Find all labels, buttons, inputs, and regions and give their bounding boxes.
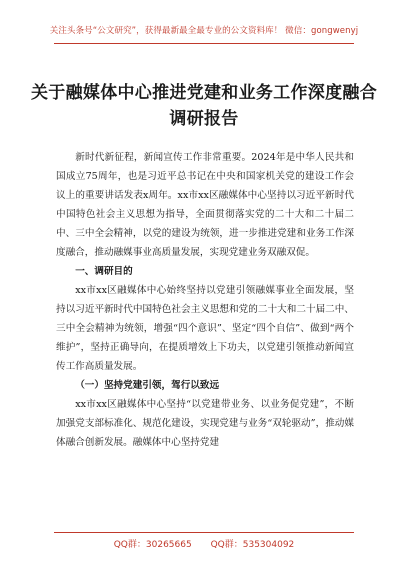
document-body — [56, 148, 354, 452]
subsection-heading: （一）坚持党建引领，驾行以致远 — [75, 380, 220, 391]
document-title: 关于融媒体中心推进党建和业务工作深度融合调研报告 — [31, 83, 377, 129]
footer-qq-group-2: QQ群：535304092 — [210, 540, 295, 550]
subsection-paragraph: xx市xx区融媒体中心坚持“以党建带业务、以业务促党建”，不断加强党支部标准化、规范化建设，实现党建与业务“双轮驱动”，推动媒体融合创新发展。融媒体中心坚持党建 — [56, 399, 354, 448]
section-heading: 一、调研目的 — [75, 266, 133, 277]
footer-divider — [54, 532, 354, 533]
footer-qq-group-1: QQ群：30265665 — [113, 540, 192, 550]
footer — [0, 537, 408, 550]
header-divider — [54, 43, 354, 44]
header-notice: 关注头条号“公文研究”，获得最新最全最专业的公文资料库！ 微信：gongwenyj — [49, 26, 359, 36]
section-paragraph: xx市xx区融媒体中心始终坚持以党建引领融媒事业全面发展，坚持以习近平新时代中国特色社会主义思想和党的二十大和二十届二中、三中全会精神为统领，增强“四个意识”、坚定“四个自信”、做到“两个维护”，坚持正确导向，在提质增效上下功夫，以党建引领推动新闻宣传工作高质量发展。 — [56, 285, 354, 372]
intro-paragraph: 新时代新征程，新闻宣传工作非常重要。2024年是中华人民共和国成立75周年，也是习近平总书记在中央和国家机关党的建设工作会议上的重要讲话发表x周年。xx市xx区融媒体中心坚持以习近平新时代中国特色社会主义思想为指导，全面贯彻落实党的二十大和二十届二中、三中全会精神，以党的建设为统领，进一步推进党建和业务工作深度融合，推动融媒事业高质量发展，实现党建业务双融双促。 — [56, 152, 354, 258]
